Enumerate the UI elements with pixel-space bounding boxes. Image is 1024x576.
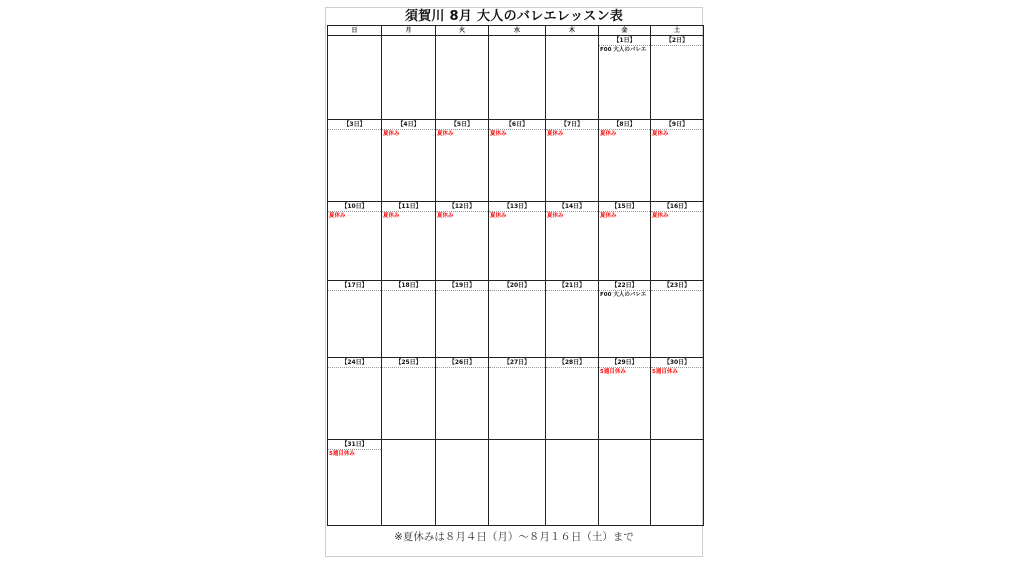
lesson-note: 夏休み — [383, 213, 400, 220]
calendar-day-cell — [546, 357, 599, 440]
calendar-day-cell — [436, 119, 489, 202]
lesson-note: 5週目休み — [600, 368, 626, 375]
calendar-day-cell — [382, 440, 436, 526]
calendar-day-cell — [382, 281, 436, 357]
calendar-day-cell — [436, 357, 489, 440]
day-number: 【3日】 — [328, 120, 381, 130]
calendar-day-cell — [328, 440, 382, 526]
lesson-schedule-sheet — [325, 7, 703, 557]
calendar-week-row — [328, 281, 704, 357]
lesson-note: F00 大人のバレエ — [600, 292, 647, 299]
calendar-body — [328, 36, 704, 526]
calendar-day-cell — [382, 119, 436, 202]
calendar-week-row — [328, 119, 704, 202]
calendar-day-cell — [546, 119, 599, 202]
calendar-day-cell — [599, 357, 651, 440]
weekday-tuesday: 火 — [436, 26, 489, 36]
calendar-day-cell — [599, 119, 651, 202]
calendar-day-cell — [546, 36, 599, 120]
weekday-monday: 月 — [382, 26, 436, 36]
day-number: 【14日】 — [546, 202, 598, 212]
lesson-note: 夏休み — [547, 130, 564, 137]
day-number: 【17日】 — [328, 281, 381, 291]
calendar-table — [327, 25, 704, 526]
day-number: 【30日】 — [651, 358, 703, 368]
day-number: 【21日】 — [546, 281, 598, 291]
day-number: 【16日】 — [651, 202, 703, 212]
calendar-week-row — [328, 357, 704, 440]
day-number: 【9日】 — [651, 120, 703, 130]
lesson-note: 夏休み — [490, 213, 507, 220]
day-number: 【5日】 — [436, 120, 488, 130]
calendar-day-cell — [546, 281, 599, 357]
lesson-note: 夏休み — [383, 130, 400, 137]
calendar-day-cell — [599, 36, 651, 120]
day-number: 【2日】 — [651, 36, 703, 46]
calendar-day-cell — [328, 36, 382, 120]
lesson-note: 夏休み — [329, 213, 346, 220]
lesson-note: 夏休み — [437, 130, 454, 137]
calendar-day-cell — [489, 36, 546, 120]
day-number: 【19日】 — [436, 281, 488, 291]
calendar-day-cell — [328, 357, 382, 440]
calendar-week-row — [328, 440, 704, 526]
calendar-day-cell — [382, 36, 436, 120]
lesson-note: 夏休み — [437, 213, 454, 220]
day-number: 【10日】 — [328, 202, 381, 212]
weekday-thursday: 木 — [546, 26, 599, 36]
day-number: 【26日】 — [436, 358, 488, 368]
lesson-note: 夏休み — [600, 130, 617, 137]
weekday-wednesday: 水 — [489, 26, 546, 36]
calendar-day-cell — [651, 202, 704, 281]
day-number: 【28日】 — [546, 358, 598, 368]
lesson-note: 夏休み — [652, 130, 669, 137]
calendar-day-cell — [436, 281, 489, 357]
calendar-day-cell — [651, 281, 704, 357]
calendar-day-cell — [436, 36, 489, 120]
day-number: 【12日】 — [436, 202, 488, 212]
weekday-friday: 金 — [599, 26, 651, 36]
calendar-day-cell — [436, 440, 489, 526]
day-number: 【24日】 — [328, 358, 381, 368]
calendar-day-cell — [436, 202, 489, 281]
day-number: 【15日】 — [599, 202, 650, 212]
calendar-day-cell — [599, 440, 651, 526]
lesson-note: 5週目休み — [329, 451, 355, 458]
calendar-week-row — [328, 202, 704, 281]
day-number: 【25日】 — [382, 358, 435, 368]
calendar-day-cell — [546, 202, 599, 281]
calendar-day-cell — [382, 202, 436, 281]
weekday-saturday: 土 — [651, 26, 704, 36]
day-number: 【22日】 — [599, 281, 650, 291]
calendar-day-cell — [599, 202, 651, 281]
day-number: 【8日】 — [599, 120, 650, 130]
calendar-day-cell — [599, 281, 651, 357]
day-number: 【13日】 — [489, 202, 545, 212]
day-number: 【31日】 — [328, 440, 381, 450]
calendar-day-cell — [489, 281, 546, 357]
calendar-day-cell — [489, 119, 546, 202]
summer-break-note: ※夏休みは８月４日（月）～８月１６日（土）まで — [394, 531, 634, 543]
calendar-day-cell — [382, 357, 436, 440]
day-number: 【18日】 — [382, 281, 435, 291]
calendar-day-cell — [328, 202, 382, 281]
day-number: 【4日】 — [382, 120, 435, 130]
weekday-sunday: 日 — [328, 26, 382, 36]
schedule-title: 須賀川 8月 大人のバレエレッスン表 — [404, 9, 624, 24]
calendar-day-cell — [328, 281, 382, 357]
calendar-day-cell — [546, 440, 599, 526]
lesson-note: 夏休み — [547, 213, 564, 220]
calendar-day-cell — [651, 119, 704, 202]
day-number: 【23日】 — [651, 281, 703, 291]
calendar-week-row — [328, 36, 704, 120]
calendar-day-cell — [489, 202, 546, 281]
calendar-day-cell — [489, 357, 546, 440]
day-number: 【7日】 — [546, 120, 598, 130]
lesson-note: 5週目休み — [652, 368, 678, 375]
weekday-header-row — [328, 26, 704, 36]
day-number: 【11日】 — [382, 202, 435, 212]
calendar-day-cell — [651, 36, 704, 120]
calendar-day-cell — [651, 440, 704, 526]
calendar-day-cell — [651, 357, 704, 440]
lesson-note: 夏休み — [490, 130, 507, 137]
lesson-note: 夏休み — [600, 213, 617, 220]
calendar-day-cell — [489, 440, 546, 526]
day-number: 【1日】 — [599, 36, 650, 46]
lesson-note: 夏休み — [652, 213, 669, 220]
day-number: 【6日】 — [489, 120, 545, 130]
lesson-note: F00 大人のバレエ — [600, 47, 647, 53]
calendar-day-cell — [328, 119, 382, 202]
day-number: 【27日】 — [489, 358, 545, 368]
day-number: 【20日】 — [489, 281, 545, 291]
day-number: 【29日】 — [599, 358, 650, 368]
